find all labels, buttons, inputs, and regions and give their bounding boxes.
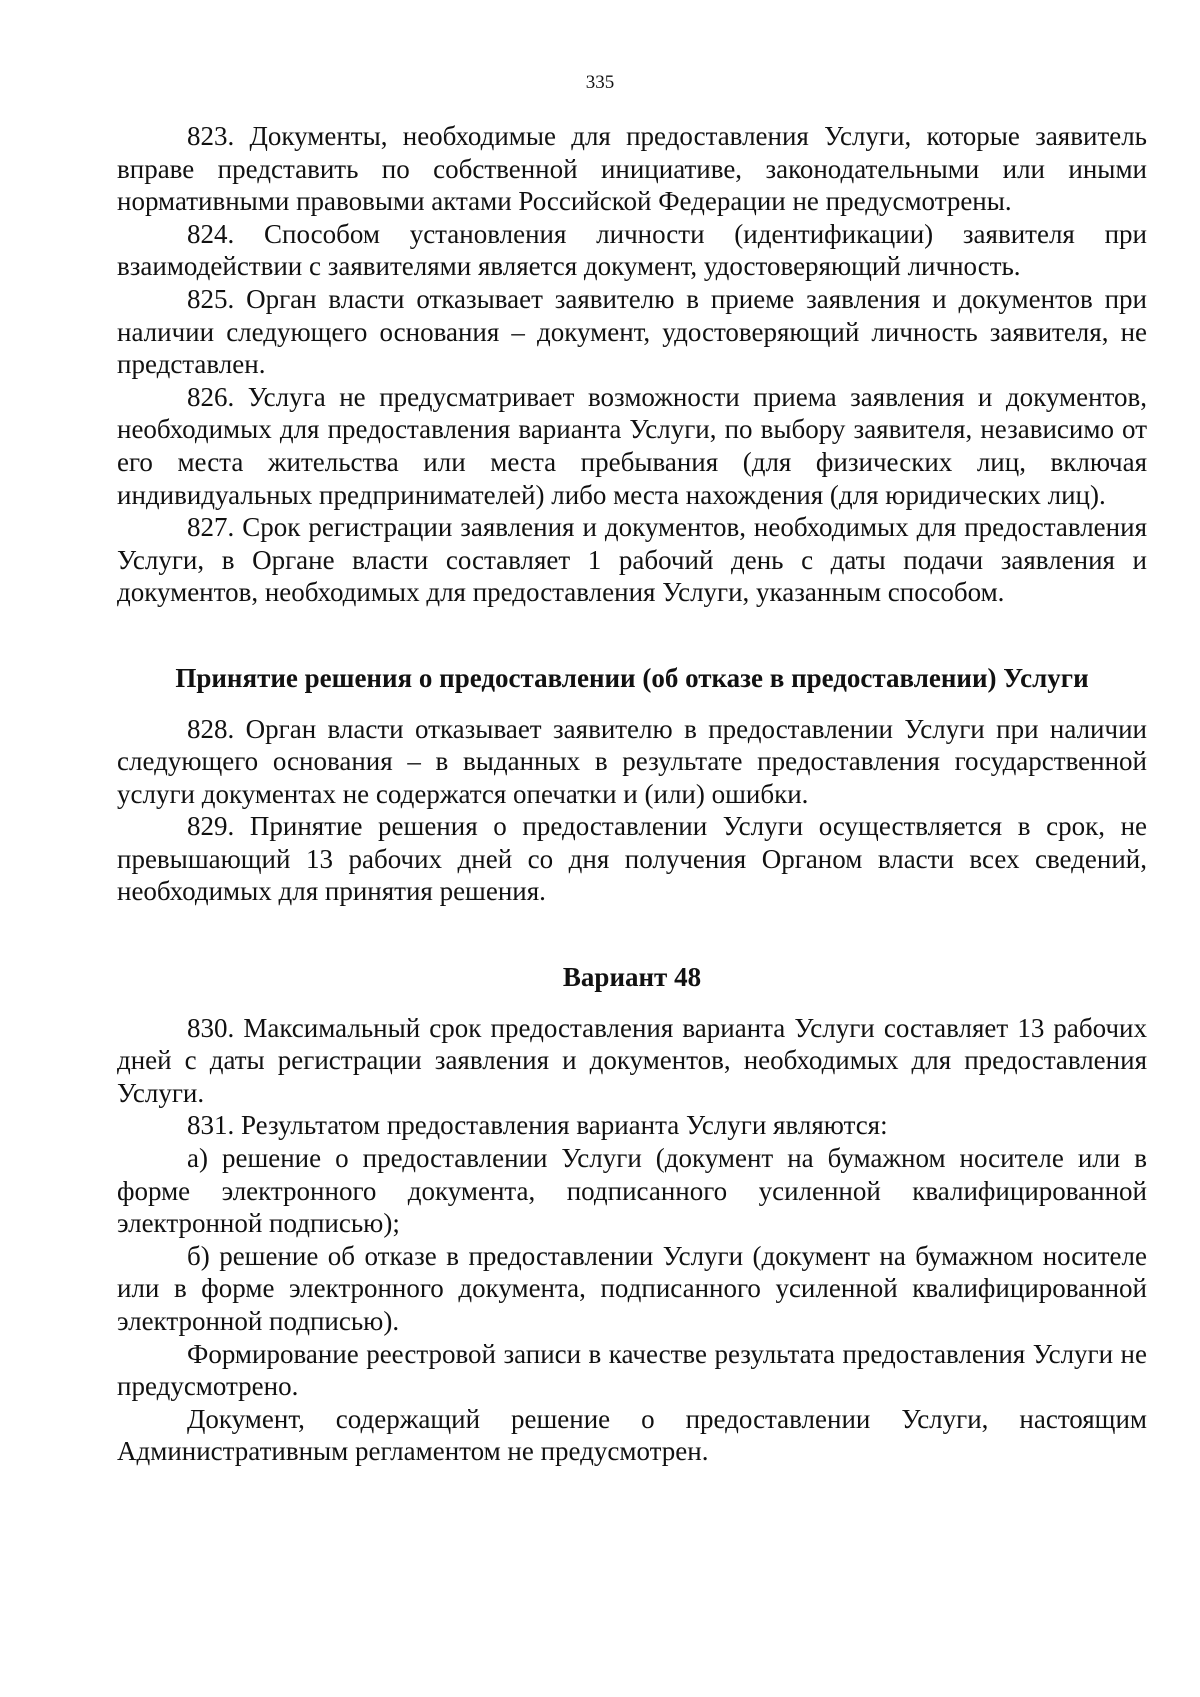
section-heading-variant-48: Вариант 48 (562, 962, 702, 993)
paragraph-registry-record: Формирование реестровой записи в качестве результата предоставления Услуги не предусмотрено. (117, 1338, 1147, 1402)
paragraph-826: 826. Услуга не предусматривает возможности приема заявления и документов, необходимых для предоставления варианта Услуги, по выбору заявителя, независимо от его места жительства или места пребывания (для физических лиц, включая индивидуальных предпринимателей) либо места нахождения (для юридических лиц). (117, 381, 1147, 510)
paragraph-824: 824. Способом установления личности (идентификации) заявителя при взаимодействии с заявителями является документ, удостоверяющий личность. (117, 218, 1147, 282)
paragraph-831-b: б) решение об отказе в предоставлении Услуги (документ на бумажном носителе или в форме электронного документа, подписанного усиленной квалифицированной электронной подписью). (117, 1240, 1147, 1336)
section-heading-decision: Принятие решения о предоставлении (об отказе в предоставлении) Услуги (175, 662, 1089, 693)
page-number: 335 (585, 72, 615, 93)
paragraph-827: 827. Срок регистрации заявления и документов, необходимых для предоставления Услуги, в Органе власти составляет 1 рабочий день с даты подачи заявления и документов, необходимых для предоставления Услуги, указанным способом. (117, 512, 1147, 608)
paragraph-823: 823. Документы, необходимые для предоставления Услуги, которые заявитель вправе представить по собственной инициативе, законодательными или иными нормативными правовыми актами Российской Федерации не предусмотрены. (117, 121, 1147, 217)
paragraph-831: 831. Результатом предоставления варианта Услуги являются: (187, 1110, 888, 1141)
paragraph-828: 828. Орган власти отказывает заявителю в предоставлении Услуги при наличии следующего основания – в выданных в результате предоставления государственной услуги документах не содержатся опечатки и (или) ошибки. (117, 713, 1147, 809)
paragraph-decision-document: Документ, содержащий решение о предоставлении Услуги, настоящим Административным регламентом не предусмотрен. (117, 1403, 1147, 1467)
paragraph-829: 829. Принятие решения о предоставлении Услуги осуществляется в срок, не превышающий 13 рабочих дней со дня получения Органом власти всех сведений, необходимых для принятия решения. (117, 811, 1147, 907)
paragraph-830: 830. Максимальный срок предоставления варианта Услуги составляет 13 рабочих дней с даты регистрации заявления и документов, необходимых для предоставления Услуги. (117, 1012, 1147, 1108)
paragraph-831-a: а) решение о предоставлении Услуги (документ на бумажном носителе или в форме электронного документа, подписанного усиленной квалифицированной электронной подписью); (117, 1143, 1147, 1239)
page-content (117, 120, 1147, 1468)
paragraph-825: 825. Орган власти отказывает заявителю в приеме заявления и документов при наличии следующего основания – документ, удостоверяющий личность заявителя, не представлен. (117, 283, 1147, 380)
